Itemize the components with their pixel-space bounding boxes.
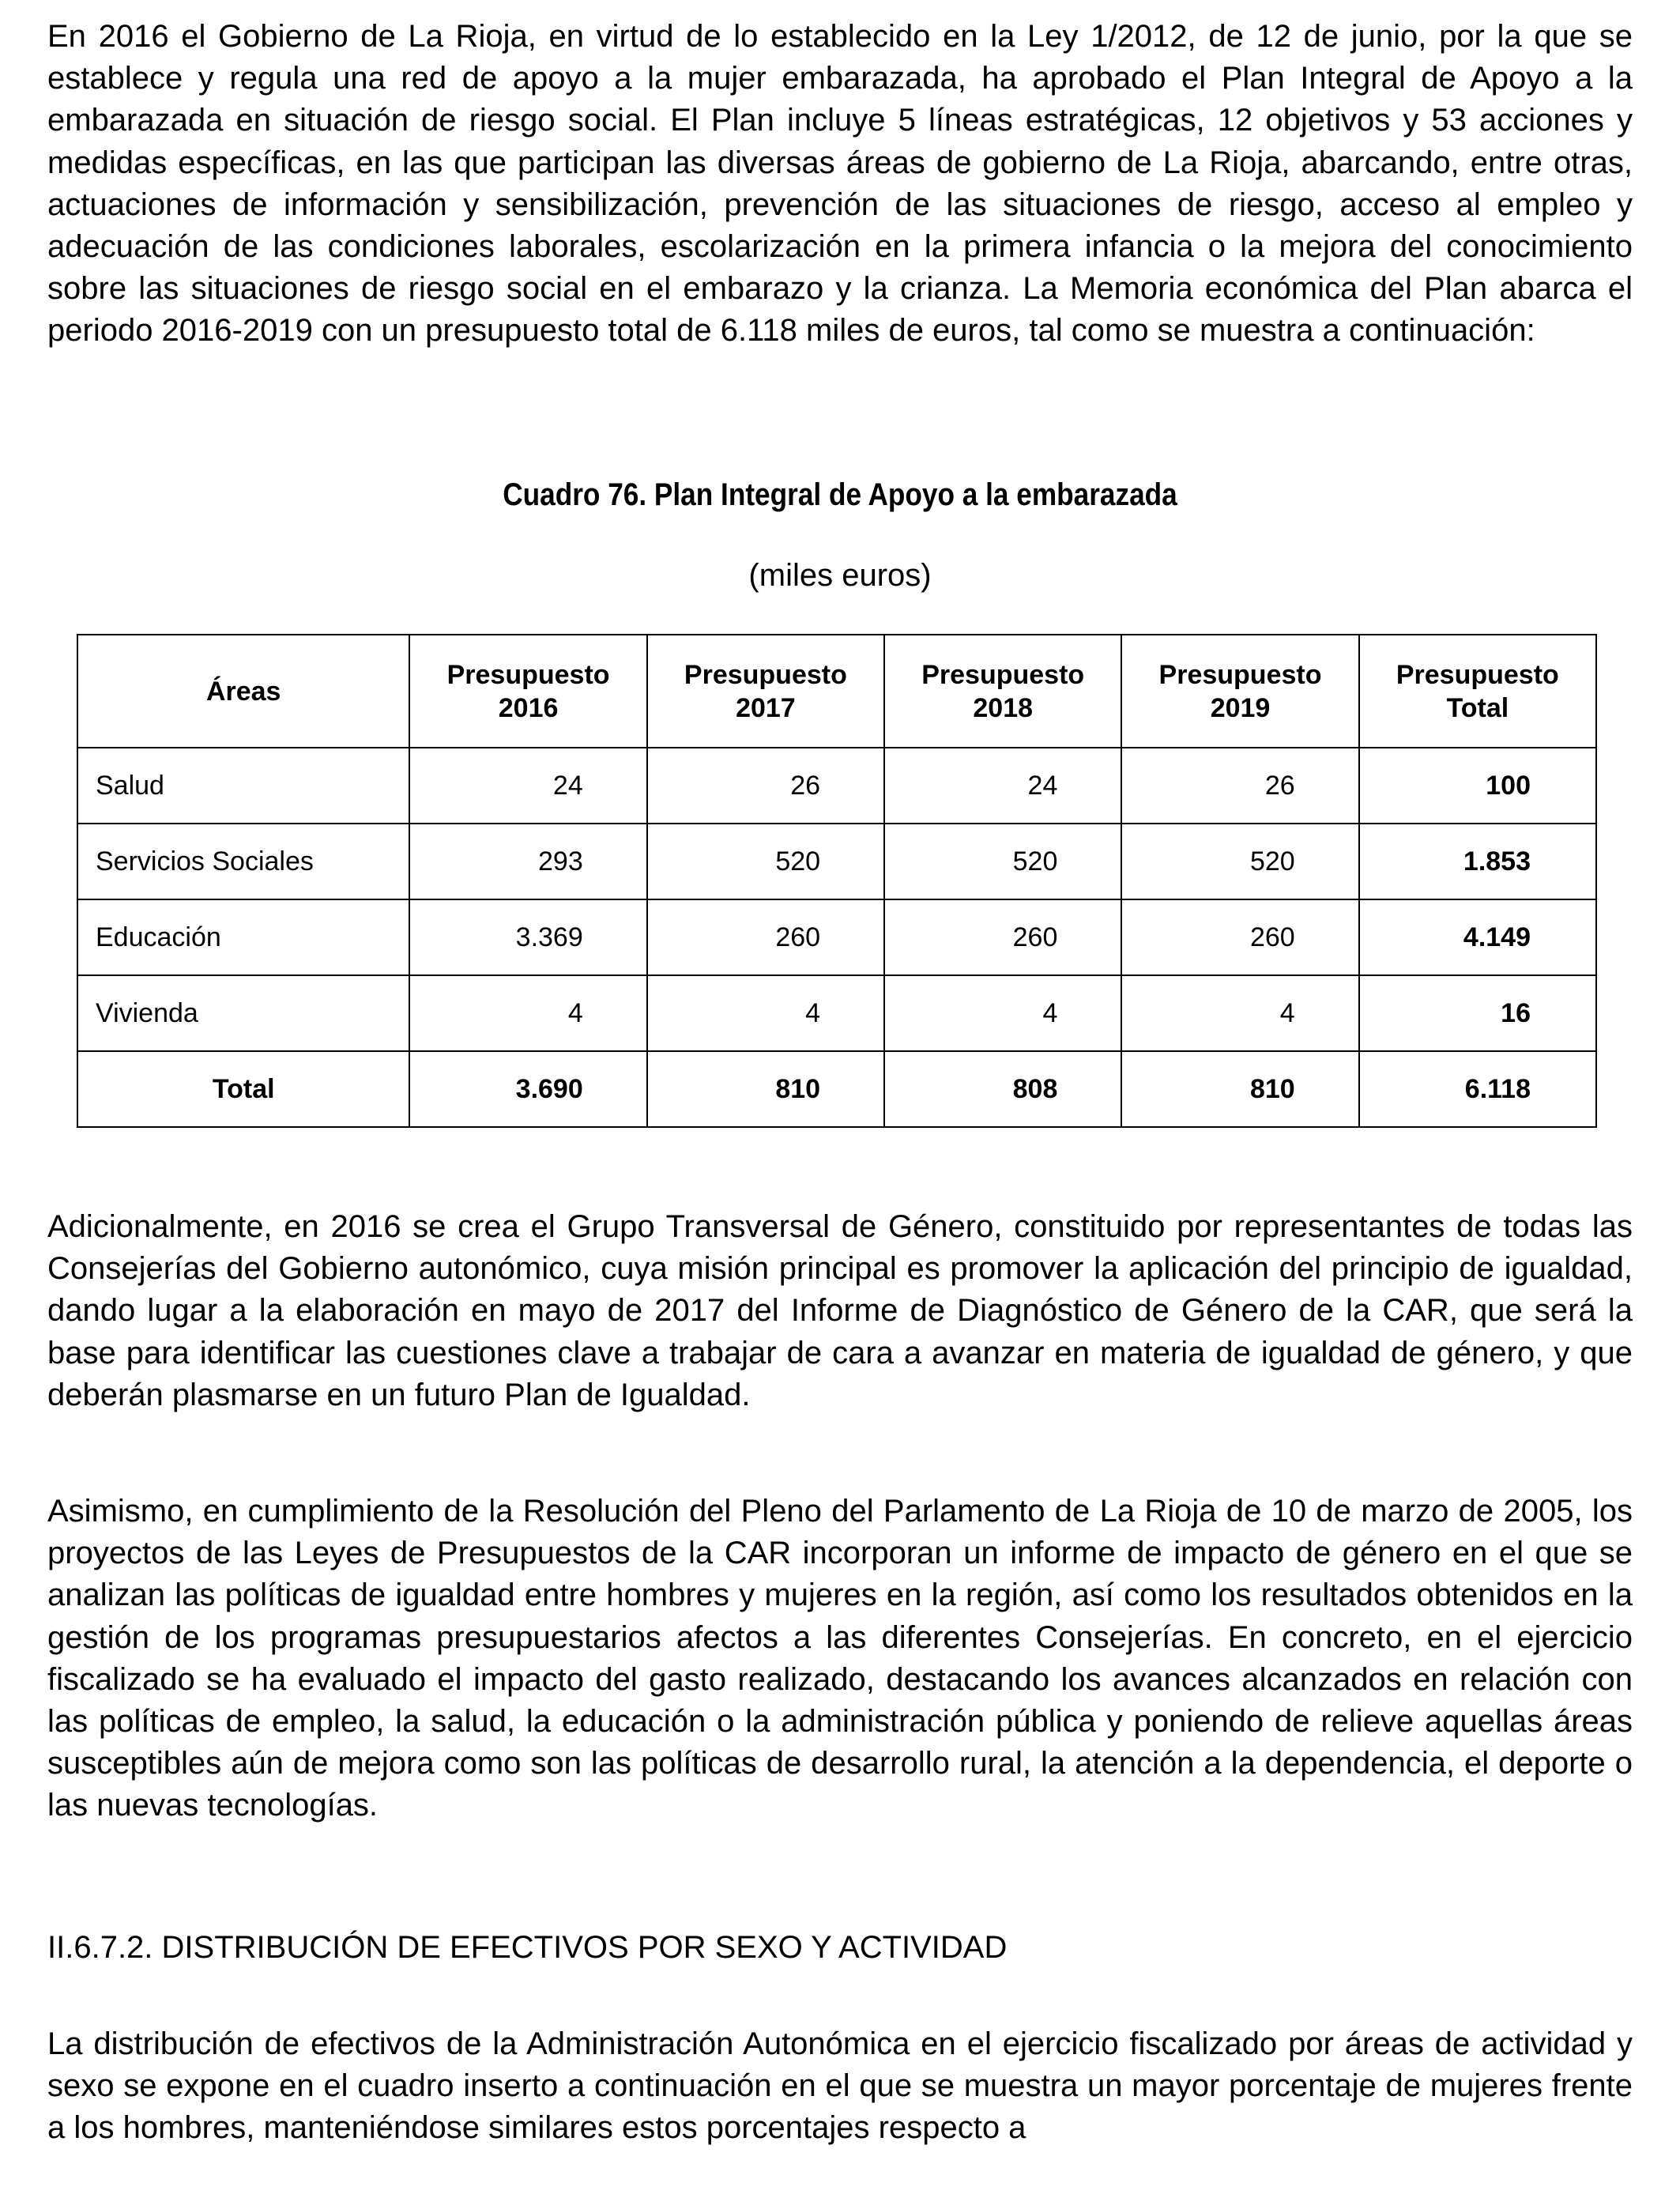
table-row [77,824,1596,899]
table-caption: Cuadro 76. Plan Integral de Apoyo a la embarazada [503,477,1177,512]
value-2017-cell: 4 [647,975,884,1051]
value-2016-cell: 3.690 [409,1051,646,1127]
value-2019-cell: 520 [1121,824,1358,899]
value-2017-cell: 810 [647,1051,884,1127]
header-2018 [884,635,1121,748]
value-2019-cell: 4 [1121,975,1358,1051]
table-header-row [77,635,1596,748]
header-label: Presupuesto [684,659,847,690]
value-2019-cell: 810 [1121,1051,1358,1127]
value-2017-cell: 520 [647,824,884,899]
header-label: Presupuesto [921,659,1085,690]
area-cell: Salud [77,748,409,824]
value-2016-cell: 3.369 [409,899,646,975]
value-2016-cell: 24 [409,748,646,824]
value-total-cell: 1.853 [1359,824,1596,899]
value-total-cell: 6.118 [1359,1051,1596,1127]
value-2018-cell: 24 [884,748,1121,824]
value-total-cell: 4.149 [1359,899,1596,975]
header-2019 [1121,635,1358,748]
value-2019-cell: 260 [1121,899,1358,975]
area-cell: Total [77,1051,409,1127]
likewise-paragraph: Asimismo, en cumplimiento de la Resolución del Pleno del Parlamento de La Rioja de 10 de marzo de 2005, los proyectos de las Leyes de Presupuestos de la CAR incorporan un informe de impacto de género en el que se analizan las políticas de igualdad entre hombres y mujeres en la región, así como los resultados obtenidos en la gestión de los programas presupuestarios afectos a las diferentes Consejerías. En concreto, en el ejercicio fiscalizado se ha evaluado el impacto del gasto realizado, destacando los avances alcanzados en relación con las políticas de empleo, la salud, la educación o la administración pública y poniendo de relieve aquellas áreas susceptibles aún de mejora como son las políticas de desarrollo rural, la atención a la dependencia, el deporte o las nuevas tecnologías. [47,1494,1633,1823]
header-year: Total [1446,692,1509,723]
header-areas: Áreas [77,635,409,748]
value-2019-cell: 26 [1121,748,1358,824]
header-year: 2016 [498,692,559,723]
value-2018-cell: 808 [884,1051,1121,1127]
table-row [77,899,1596,975]
header-year: 2018 [973,692,1034,723]
header-2017 [647,635,884,748]
area-cell: Servicios Sociales [77,824,409,899]
area-cell: Vivienda [77,975,409,1051]
value-2018-cell: 520 [884,824,1121,899]
table-total-row [77,1051,1596,1127]
table-unit: (miles euros) [748,558,932,593]
header-total [1359,635,1596,748]
header-year: 2019 [1210,692,1271,723]
value-2016-cell: 293 [409,824,646,899]
header-label: Presupuesto [1158,659,1322,690]
value-2018-cell: 4 [884,975,1121,1051]
header-label: Presupuesto [1396,659,1559,690]
table-row [77,975,1596,1051]
table-row [77,748,1596,824]
value-2017-cell: 260 [647,899,884,975]
budget-table [77,634,1597,1128]
header-2016 [409,635,646,748]
value-total-cell: 16 [1359,975,1596,1051]
header-label: Presupuesto [446,659,610,690]
value-2017-cell: 26 [647,748,884,824]
section-heading: II.6.7.2. DISTRIBUCIÓN DE EFECTIVOS POR SEXO Y ACTIVIDAD [47,1930,1008,1965]
value-2018-cell: 260 [884,899,1121,975]
distribution-paragraph: La distribución de efectivos de la Administración Autonómica en el ejercicio fiscalizado por áreas de actividad y sexo se expone en el cuadro inserto a continuación en el que se muestra un mayor porcentaje de mujeres frente a los hombres, manteniéndose similares estos porcentajes respecto a [47,2026,1633,2146]
intro-paragraph: En 2016 el Gobierno de La Rioja, en virtud de lo establecido en la Ley 1/2012, de 12 de junio, por la que se establece y regula una red de apoyo a la mujer embarazada, ha aprobado el Plan Integral de Apoyo a la embarazada en situación de riesgo social. El Plan incluye 5 líneas estratégicas, 12 objetivos y 53 acciones y medidas específicas, en las que participan las diversas áreas de gobierno de La Rioja, abarcando, entre otras, actuaciones de información y sensibilización, prevención de las situaciones de riesgo, acceso al empleo y adecuación de las condiciones laborales, escolarización en la primera infancia o la mejora del conocimiento sobre las situaciones de riesgo social en el embarazo y la crianza. La Memoria económica del Plan abarca el periodo 2016-2019 con un presupuesto total de 6.118 miles de euros, tal como se muestra a continuación: [47,19,1633,349]
value-2016-cell: 4 [409,975,646,1051]
header-year: 2017 [736,692,796,723]
value-total-cell: 100 [1359,748,1596,824]
additional-paragraph: Adicionalmente, en 2016 se crea el Grupo Transversal de Género, constituido por representantes de todas las Consejerías del Gobierno autonómico, cuya misión principal es promover la aplicación del principio de igualdad, dando lugar a la elaboración en mayo de 2017 del Informe de Diagnóstico de Género de la CAR, que será la base para identificar las cuestiones clave a trabajar de cara a avanzar en materia de igualdad de género, y que deberán plasmarse en un futuro Plan de Igualdad. [47,1209,1633,1412]
area-cell: Educación [77,899,409,975]
